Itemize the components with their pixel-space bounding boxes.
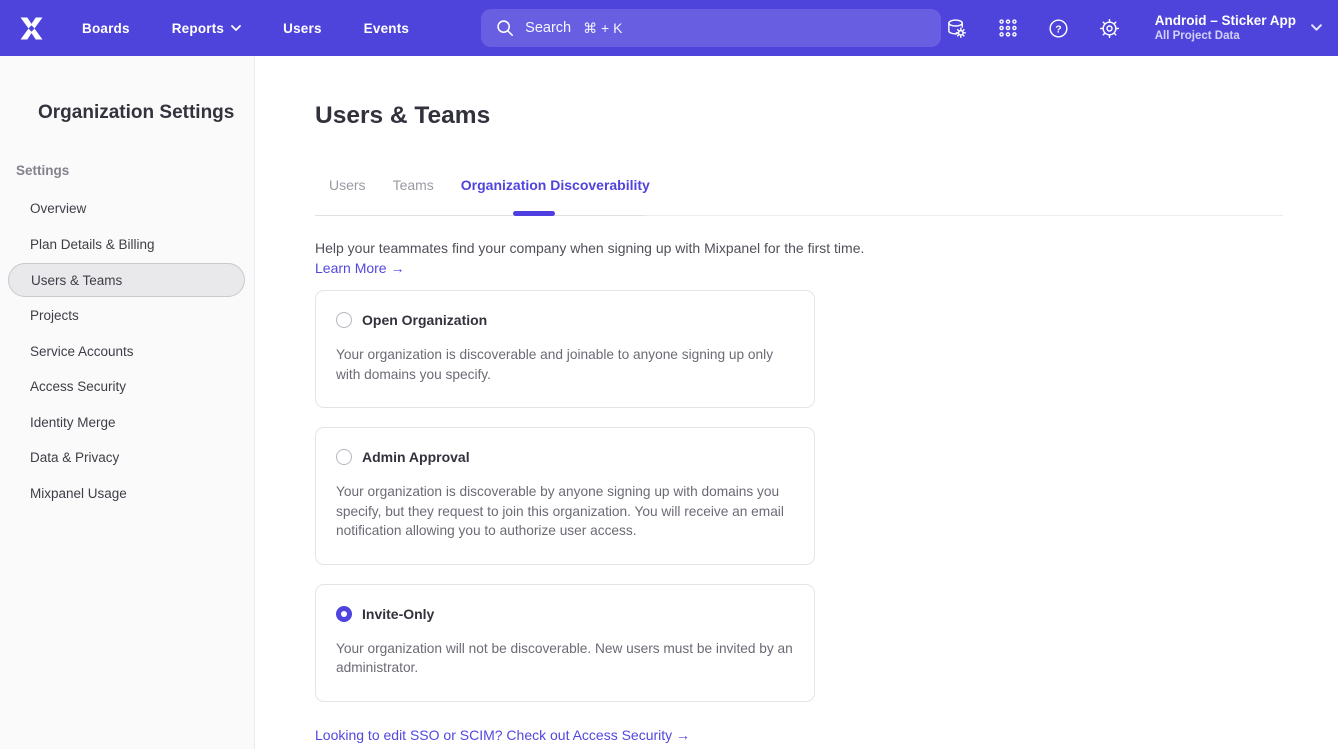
active-tab-indicator [513,211,555,216]
chevron-down-icon [231,25,241,32]
learn-more-link[interactable]: Learn More → [315,260,405,276]
radio-open-organization[interactable] [336,312,352,328]
top-navigation [0,0,1338,56]
option-card-open-organization[interactable] [315,290,815,408]
option-head [336,449,794,465]
tab-divider [315,215,1283,216]
nav-item-label: Reports [171,20,225,36]
option-head [336,606,794,622]
nav-item-label: Boards [82,20,130,36]
option-description: Your organization is discoverable by anyone signing up with domains you specify, but they request to join this organization. You will receive an email notification allowing you to authorize user access. [336,484,784,538]
sidebar-item-access-security[interactable]: Access Security [30,379,127,395]
nav-item-reports[interactable] [172,21,241,36]
tab-bar [315,177,1283,215]
sidebar-section-label: Settings [16,163,70,178]
access-security-link[interactable]: Looking to edit SSO or SCIM? Check out Access Security → [315,726,691,743]
radio-invite-only[interactable] [336,606,352,622]
project-text [1155,12,1296,44]
primary-nav [82,21,409,36]
nav-item-boards[interactable] [82,21,130,36]
mixpanel-logo-icon[interactable] [18,15,45,42]
help-icon[interactable] [1047,16,1071,40]
sidebar-item-mixpanel-usage[interactable]: Mixpanel Usage [30,485,127,501]
settings-sidebar [0,56,255,749]
option-title: Invite-Only [362,605,435,622]
option-description: Your organization will not be discoverable. New users must be invited by an administrator. [336,640,793,675]
sidebar-nav-list [0,191,254,511]
main-content [255,56,1338,745]
tab-teams[interactable]: Teams [392,177,434,193]
option-title: Open Organization [362,312,488,328]
option-card-invite-only[interactable] [315,584,815,702]
nav-item-users[interactable] [283,21,322,36]
sidebar-item-identity-merge[interactable]: Identity Merge [30,414,116,430]
project-name: Android – Sticker App [1154,13,1296,28]
svg-text:?: ? [1055,22,1062,35]
sidebar-item-data-privacy[interactable]: Data & Privacy [30,450,120,466]
nav-right-group [945,12,1322,44]
discoverability-options [315,290,1283,702]
intro-text: Help your teammates find your company when signing up with Mixpanel for the first time. [315,240,865,256]
data-management-icon[interactable] [945,16,969,40]
project-subtitle: All Project Data [1154,30,1240,42]
radio-admin-approval[interactable] [336,449,352,465]
search-icon [496,19,514,37]
nav-item-events[interactable] [364,21,409,36]
tab-organization-discoverability[interactable]: Organization Discoverability [460,177,650,193]
search-placeholder: Search [525,20,572,36]
option-title: Admin Approval [362,449,470,465]
sidebar-title: Organization Settings [38,102,235,123]
sidebar-item-service-accounts[interactable]: Service Accounts [30,343,134,359]
settings-gear-icon[interactable] [1098,16,1122,40]
search-input[interactable] [481,9,941,47]
page-title: Users & Teams [315,102,491,129]
project-selector[interactable] [1155,12,1322,44]
sidebar-item-overview[interactable]: Overview [30,201,87,217]
nav-item-label: Events [363,20,410,36]
option-head [336,312,794,328]
search-shortcut-hint: ⌘ + K [583,19,623,36]
sidebar-item-users-teams[interactable]: Users & Teams [8,263,245,297]
option-card-admin-approval[interactable] [315,427,815,565]
sidebar-item-projects[interactable]: Projects [30,308,79,324]
option-description: Your organization is discoverable and joinable to anyone signing up only with domains you specify. [336,347,774,382]
sidebar-item-plan-details-billing[interactable]: Plan Details & Billing [30,236,155,252]
tab-users[interactable]: Users [329,177,366,193]
chevron-down-icon [1311,24,1322,32]
nav-item-label: Users [283,20,322,36]
apps-grid-icon[interactable] [996,16,1020,40]
